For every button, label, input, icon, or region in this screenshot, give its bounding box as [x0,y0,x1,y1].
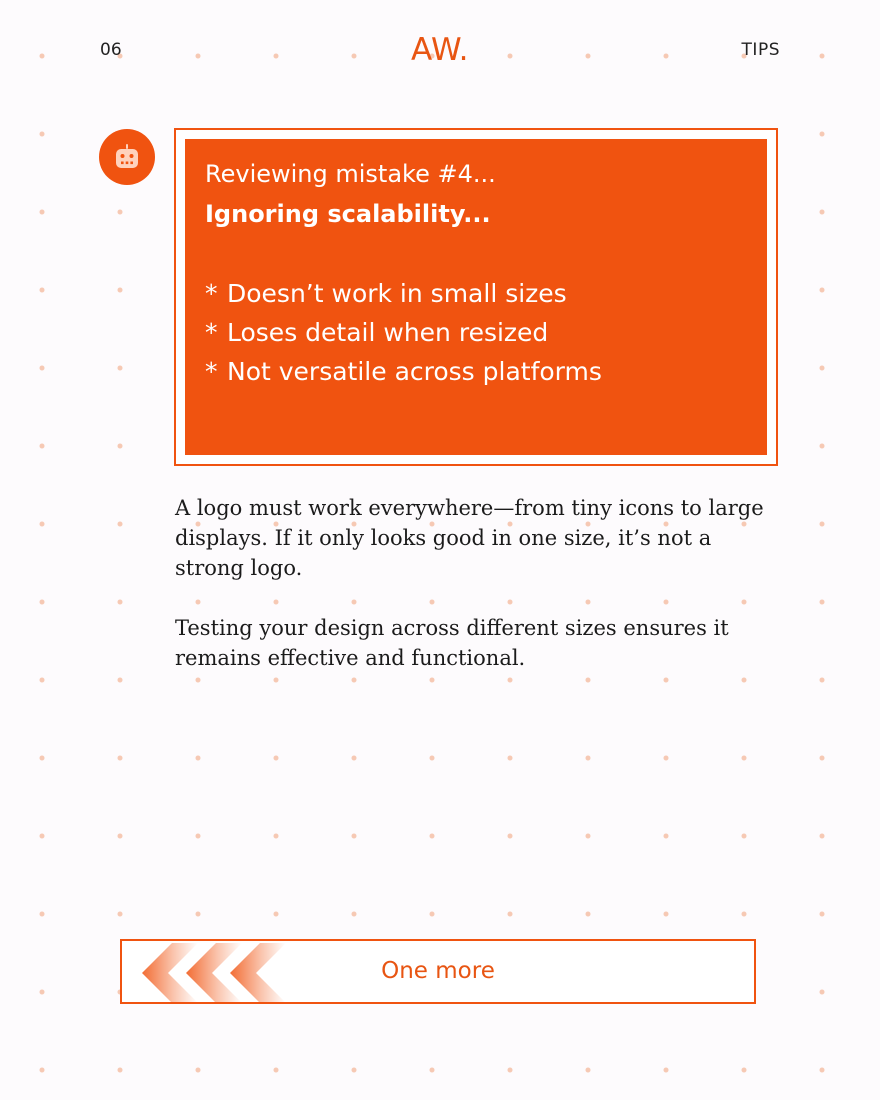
message-intro: Reviewing mistake #4... [205,160,496,188]
message-bullet-list [205,274,747,391]
bullet-marker: * [205,318,218,347]
brand-logo: AW. [411,32,469,68]
message-bubble [174,128,778,466]
message-bubble-content [185,139,767,455]
page-header [100,32,780,72]
body-copy [175,493,775,703]
message-bullet [205,352,747,391]
section-label: TIPS [741,40,780,60]
page-number: 06 [100,40,122,60]
next-tip-button[interactable] [120,939,756,1004]
message-bullet [205,274,747,313]
message-heading: Ignoring scalability... [205,200,491,228]
next-tip-label: One more [381,958,495,984]
message-bullet-text: Loses detail when resized [227,318,549,347]
message-bullet-text: Doesn’t work in small sizes [227,279,567,308]
robot-avatar [99,129,155,185]
message-bullet [205,313,747,352]
bullet-marker: * [205,279,218,308]
body-paragraph: A logo must work everywhere—from tiny icons to large displays. If it only looks good in one size, it’s not a strong logo. [175,496,764,580]
body-paragraph: Testing your design across different sizes ensures it remains effective and functional. [175,616,729,670]
message-bullet-text: Not versatile across platforms [227,357,602,386]
robot-icon [113,143,141,171]
bullet-marker: * [205,357,218,386]
